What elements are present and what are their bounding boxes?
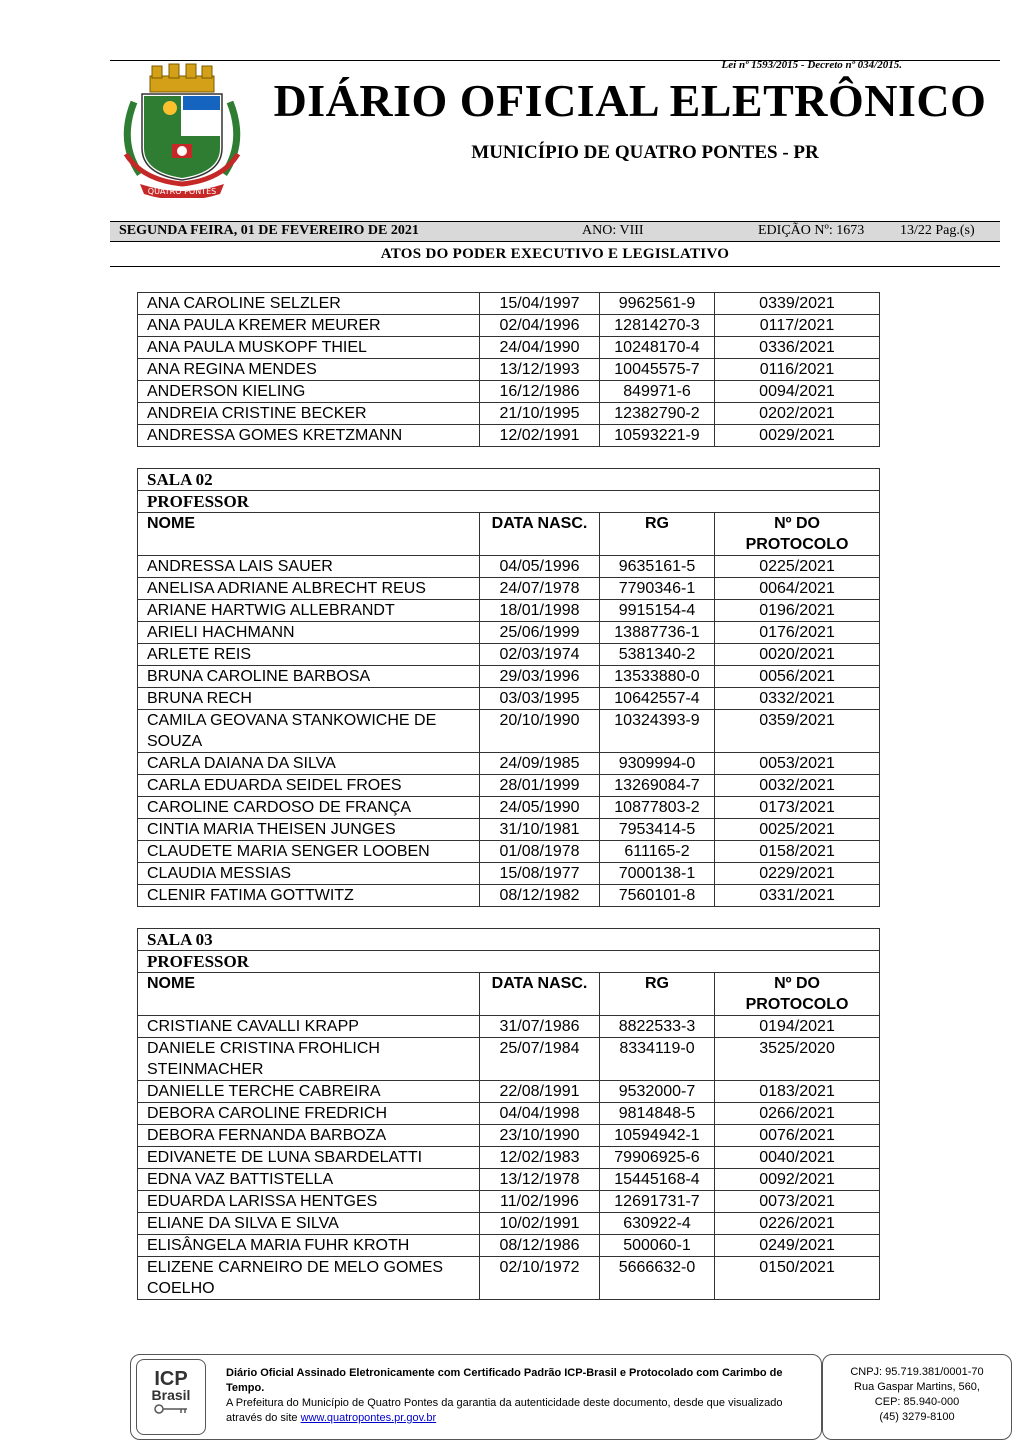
section-heading: ATOS DO PODER EXECUTIVO E LEGISLATIVO (380, 246, 730, 262)
footer-line-3 (226, 1411, 816, 1426)
cell-nome: ANA PAULA KREMER MEURER (138, 315, 480, 337)
cell-protocolo: 0025/2021 (715, 819, 880, 841)
cell-rg: 13887736-1 (600, 622, 715, 644)
cell-protocolo: 0076/2021 (715, 1125, 880, 1147)
cep: CEP: 85.940-000 (874, 1396, 960, 1408)
cell-data-nasc: 24/07/1978 (480, 578, 600, 600)
cell-protocolo: 0266/2021 (715, 1103, 880, 1125)
cell-data-nasc: 24/04/1990 (480, 337, 600, 359)
footer-line-1: Diário Oficial Assinado Eletronicamente com Certificado Padrão ICP-Brasil e Protocolado com Carimbo de Tempo. (226, 1367, 783, 1394)
cell-rg: 13533880-0 (600, 666, 715, 688)
page-title: DIÁRIO OFICIAL ELETRÔNICO (273, 75, 987, 126)
candidates-table-continuation (137, 292, 880, 447)
edition-year: ANO: VIII (582, 223, 644, 238)
col-header-nome: NOME (138, 973, 480, 1016)
cell-data-nasc: 08/12/1982 (480, 885, 600, 907)
edition-pages: 13/22 Pag.(s) (900, 223, 975, 238)
cell-nome: DANIELLE TERCHE CABREIRA (138, 1081, 480, 1103)
cell-data-nasc: 28/01/1999 (480, 775, 600, 797)
cell-protocolo: 0020/2021 (715, 644, 880, 666)
section-rule (110, 266, 1000, 267)
cell-nome: CAMILA GEOVANA STANKOWICHE DE SOUZA (138, 710, 480, 753)
cell-nome: ELISÂNGELA MARIA FUHR KROTH (138, 1235, 480, 1257)
cell-rg: 5666632-0 (600, 1257, 715, 1300)
cell-rg: 10877803-2 (600, 797, 715, 819)
cell-nome: ELIZENE CARNEIRO DE MELO GOMES COELHO (138, 1257, 480, 1300)
cell-rg: 9814848-5 (600, 1103, 715, 1125)
footer-line-2: A Prefeitura do Município de Quatro Pontes da garantia da autenticidade deste documento, desde que visualizado (226, 1397, 783, 1409)
crest-banner-text: QUATRO PONTES (147, 187, 217, 196)
cell-rg: 10593221-9 (600, 425, 715, 447)
cell-rg: 12691731-7 (600, 1191, 715, 1213)
cell-protocolo: 0336/2021 (715, 337, 880, 359)
cell-protocolo: 0229/2021 (715, 863, 880, 885)
cell-nome: ARIANE HARTWIG ALLEBRANDT (138, 600, 480, 622)
col-header-nome: NOME (138, 513, 480, 556)
cell-data-nasc: 16/12/1986 (480, 381, 600, 403)
edition-bar (110, 221, 1000, 242)
table-row (138, 1191, 880, 1213)
cell-protocolo: 0339/2021 (715, 293, 880, 315)
cell-data-nasc: 12/02/1991 (480, 425, 600, 447)
sala-title: SALA 02 (138, 469, 880, 491)
cell-nome: BRUNA CAROLINE BARBOSA (138, 666, 480, 688)
cell-protocolo: 3525/2020 (715, 1038, 880, 1081)
table-row (138, 644, 880, 666)
cell-nome: ARLETE REIS (138, 644, 480, 666)
cell-protocolo: 0064/2021 (715, 578, 880, 600)
cell-rg: 12382790-2 (600, 403, 715, 425)
cell-nome: DEBORA FERNANDA BARBOZA (138, 1125, 480, 1147)
cell-data-nasc: 24/09/1985 (480, 753, 600, 775)
cell-nome: EDIVANETE DE LUNA SBARDELATTI (138, 1147, 480, 1169)
icp-logo-text: ICP (154, 1368, 188, 1390)
cell-rg: 849971-6 (600, 381, 715, 403)
cell-nome: CLENIR FATIMA GOTTWITZ (138, 885, 480, 907)
cell-nome: ELIANE DA SILVA E SILVA (138, 1213, 480, 1235)
cell-nome: ANA REGINA MENDES (138, 359, 480, 381)
sala-02-table (137, 468, 880, 907)
cell-data-nasc: 31/07/1986 (480, 1016, 600, 1038)
table-row (138, 1169, 880, 1191)
table-row (138, 775, 880, 797)
table-row (138, 315, 880, 337)
key-icon (151, 1403, 191, 1415)
cell-protocolo: 0056/2021 (715, 666, 880, 688)
cell-data-nasc: 24/05/1990 (480, 797, 600, 819)
cell-protocolo: 0225/2021 (715, 556, 880, 578)
cell-nome: CLAUDETE MARIA SENGER LOOBEN (138, 841, 480, 863)
table-row (138, 1125, 880, 1147)
cell-nome: EDNA VAZ BATTISTELLA (138, 1169, 480, 1191)
cell-data-nasc: 13/12/1993 (480, 359, 600, 381)
cell-protocolo: 0332/2021 (715, 688, 880, 710)
law-reference: Lei nº 1593/2015 - Decreto nº 034/2015. (721, 59, 902, 71)
cell-data-nasc: 20/10/1990 (480, 710, 600, 753)
cell-rg: 500060-1 (600, 1235, 715, 1257)
cell-nome: CINTIA MARIA THEISEN JUNGES (138, 819, 480, 841)
cell-protocolo: 0359/2021 (715, 710, 880, 753)
cell-nome: CRISTIANE CAVALLI KRAPP (138, 1016, 480, 1038)
col-header-rg: RG (600, 513, 715, 556)
cell-nome: CLAUDIA MESSIAS (138, 863, 480, 885)
cell-nome: ANDRESSA GOMES KRETZMANN (138, 425, 480, 447)
cell-rg: 9532000-7 (600, 1081, 715, 1103)
table-row (138, 1257, 880, 1300)
table-row (138, 753, 880, 775)
page-subtitle: MUNICÍPIO DE QUATRO PONTES - PR (471, 142, 819, 163)
cell-protocolo: 0194/2021 (715, 1016, 880, 1038)
edition-number: EDIÇÃO Nº: 1673 (758, 223, 865, 238)
cell-rg: 8334119-0 (600, 1038, 715, 1081)
cell-rg: 9635161-5 (600, 556, 715, 578)
table-row (138, 381, 880, 403)
table-row (138, 600, 880, 622)
col-header-protocolo: Nº DO PROTOCOLO (715, 513, 880, 556)
cell-nome: CAROLINE CARDOSO DE FRANÇA (138, 797, 480, 819)
cell-rg: 9962561-9 (600, 293, 715, 315)
cell-rg: 13269084-7 (600, 775, 715, 797)
table-row (138, 819, 880, 841)
cell-protocolo: 0116/2021 (715, 359, 880, 381)
cell-data-nasc: 11/02/1996 (480, 1191, 600, 1213)
cell-data-nasc: 22/08/1991 (480, 1081, 600, 1103)
table-row (138, 885, 880, 907)
table-row (138, 337, 880, 359)
cell-protocolo: 0094/2021 (715, 381, 880, 403)
crown-icon (150, 64, 214, 92)
cell-protocolo: 0092/2021 (715, 1169, 880, 1191)
table-row (138, 622, 880, 644)
cell-protocolo: 0040/2021 (715, 1147, 880, 1169)
cell-protocolo: 0202/2021 (715, 403, 880, 425)
cell-data-nasc: 29/03/1996 (480, 666, 600, 688)
table-row (138, 1016, 880, 1038)
cell-rg: 9309994-0 (600, 753, 715, 775)
cell-protocolo: 0158/2021 (715, 841, 880, 863)
cell-nome: ANDRESSA LAIS SAUER (138, 556, 480, 578)
table-row (138, 425, 880, 447)
footer-contact-box (822, 1354, 1012, 1440)
cell-data-nasc: 21/10/1995 (480, 403, 600, 425)
cell-data-nasc: 12/02/1983 (480, 1147, 600, 1169)
cell-data-nasc: 08/12/1986 (480, 1235, 600, 1257)
sala-title: SALA 03 (138, 929, 880, 951)
cell-protocolo: 0176/2021 (715, 622, 880, 644)
cell-data-nasc: 02/03/1974 (480, 644, 600, 666)
cell-rg: 10045575-7 (600, 359, 715, 381)
cell-nome: DANIELE CRISTINA FROHLICH STEINMACHER (138, 1038, 480, 1081)
cell-rg: 10248170-4 (600, 337, 715, 359)
cell-rg: 7560101-8 (600, 885, 715, 907)
cell-rg: 10324393-9 (600, 710, 715, 753)
cell-protocolo: 0053/2021 (715, 753, 880, 775)
cell-data-nasc: 04/04/1998 (480, 1103, 600, 1125)
cell-protocolo: 0183/2021 (715, 1081, 880, 1103)
footer-certificate-text (226, 1366, 816, 1426)
cell-data-nasc: 25/06/1999 (480, 622, 600, 644)
cell-protocolo: 0249/2021 (715, 1235, 880, 1257)
table-row (138, 1081, 880, 1103)
table-row (138, 863, 880, 885)
table-row (138, 797, 880, 819)
table-row (138, 578, 880, 600)
table-row (138, 1147, 880, 1169)
cell-protocolo: 0226/2021 (715, 1213, 880, 1235)
cell-rg: 79906925-6 (600, 1147, 715, 1169)
cell-protocolo: 0331/2021 (715, 885, 880, 907)
role-title: PROFESSOR (138, 951, 880, 973)
icp-brasil-logo (136, 1359, 206, 1435)
col-header-rg: RG (600, 973, 715, 1016)
cell-nome: ARIELI HACHMANN (138, 622, 480, 644)
cell-data-nasc: 13/12/1978 (480, 1169, 600, 1191)
municipal-crest-logo (112, 62, 252, 198)
cell-data-nasc: 25/07/1984 (480, 1038, 600, 1081)
cell-data-nasc: 31/10/1981 (480, 819, 600, 841)
cell-data-nasc: 01/08/1978 (480, 841, 600, 863)
table-row (138, 710, 880, 753)
table-row (138, 666, 880, 688)
cell-nome: BRUNA RECH (138, 688, 480, 710)
cell-data-nasc: 15/04/1997 (480, 293, 600, 315)
table-row (138, 293, 880, 315)
table-row (138, 1038, 880, 1081)
cell-nome: ANDREIA CRISTINE BECKER (138, 403, 480, 425)
table-row (138, 841, 880, 863)
cell-data-nasc: 23/10/1990 (480, 1125, 600, 1147)
address: Rua Gaspar Martins, 560, (854, 1381, 980, 1393)
cell-nome: DEBORA CAROLINE FREDRICH (138, 1103, 480, 1125)
cell-nome: ANDERSON KIELING (138, 381, 480, 403)
cell-rg: 7000138-1 (600, 863, 715, 885)
table-row (138, 403, 880, 425)
cell-rg: 611165-2 (600, 841, 715, 863)
cell-data-nasc: 15/08/1977 (480, 863, 600, 885)
cell-protocolo: 0173/2021 (715, 797, 880, 819)
table-row (138, 359, 880, 381)
cell-data-nasc: 04/05/1996 (480, 556, 600, 578)
icp-logo-subtext: Brasil (151, 1387, 191, 1403)
table-row (138, 556, 880, 578)
cell-protocolo: 0073/2021 (715, 1191, 880, 1213)
cell-nome: CARLA DAIANA DA SILVA (138, 753, 480, 775)
table-row (138, 1103, 880, 1125)
cell-nome: ANELISA ADRIANE ALBRECHT REUS (138, 578, 480, 600)
cell-protocolo: 0150/2021 (715, 1257, 880, 1300)
cell-data-nasc: 03/03/1995 (480, 688, 600, 710)
cell-data-nasc: 02/10/1972 (480, 1257, 600, 1300)
cell-rg: 5381340-2 (600, 644, 715, 666)
table-row (138, 688, 880, 710)
col-header-protocolo: Nº DO PROTOCOLO (715, 973, 880, 1016)
cell-data-nasc: 10/02/1991 (480, 1213, 600, 1235)
cell-rg: 10594942-1 (600, 1125, 715, 1147)
cell-protocolo: 0032/2021 (715, 775, 880, 797)
footer-line-3-prefix: através do site (226, 1412, 301, 1424)
sala-03-table (137, 928, 880, 1300)
cell-rg: 9915154-4 (600, 600, 715, 622)
col-header-data-nasc: DATA NASC. (480, 513, 600, 556)
cell-data-nasc: 18/01/1998 (480, 600, 600, 622)
cell-rg: 7790346-1 (600, 578, 715, 600)
cell-rg: 630922-4 (600, 1213, 715, 1235)
phone: (45) 3279-8100 (879, 1411, 955, 1423)
col-header-data-nasc: DATA NASC. (480, 973, 600, 1016)
cell-data-nasc: 02/04/1996 (480, 315, 600, 337)
cell-rg: 15445168-4 (600, 1169, 715, 1191)
cell-rg: 10642557-4 (600, 688, 715, 710)
table-row (138, 1235, 880, 1257)
cell-nome: ANA CAROLINE SELZLER (138, 293, 480, 315)
cell-protocolo: 0117/2021 (715, 315, 880, 337)
cell-rg: 7953414-5 (600, 819, 715, 841)
cell-protocolo: 0196/2021 (715, 600, 880, 622)
website-link[interactable]: www.quatropontes.pr.gov.br (300, 1412, 437, 1424)
table-row (138, 1213, 880, 1235)
role-title: PROFESSOR (138, 491, 880, 513)
cell-nome: CARLA EDUARDA SEIDEL FROES (138, 775, 480, 797)
cell-protocolo: 0029/2021 (715, 425, 880, 447)
cell-nome: ANA PAULA MUSKOPF THIEL (138, 337, 480, 359)
cell-rg: 8822533-3 (600, 1016, 715, 1038)
edition-date: SEGUNDA FEIRA, 01 DE FEVEREIRO DE 2021 (119, 223, 419, 238)
cell-rg: 12814270-3 (600, 315, 715, 337)
cnpj: CNPJ: 95.719.381/0001-70 (850, 1366, 984, 1378)
cell-nome: EDUARDA LARISSA HENTGES (138, 1191, 480, 1213)
